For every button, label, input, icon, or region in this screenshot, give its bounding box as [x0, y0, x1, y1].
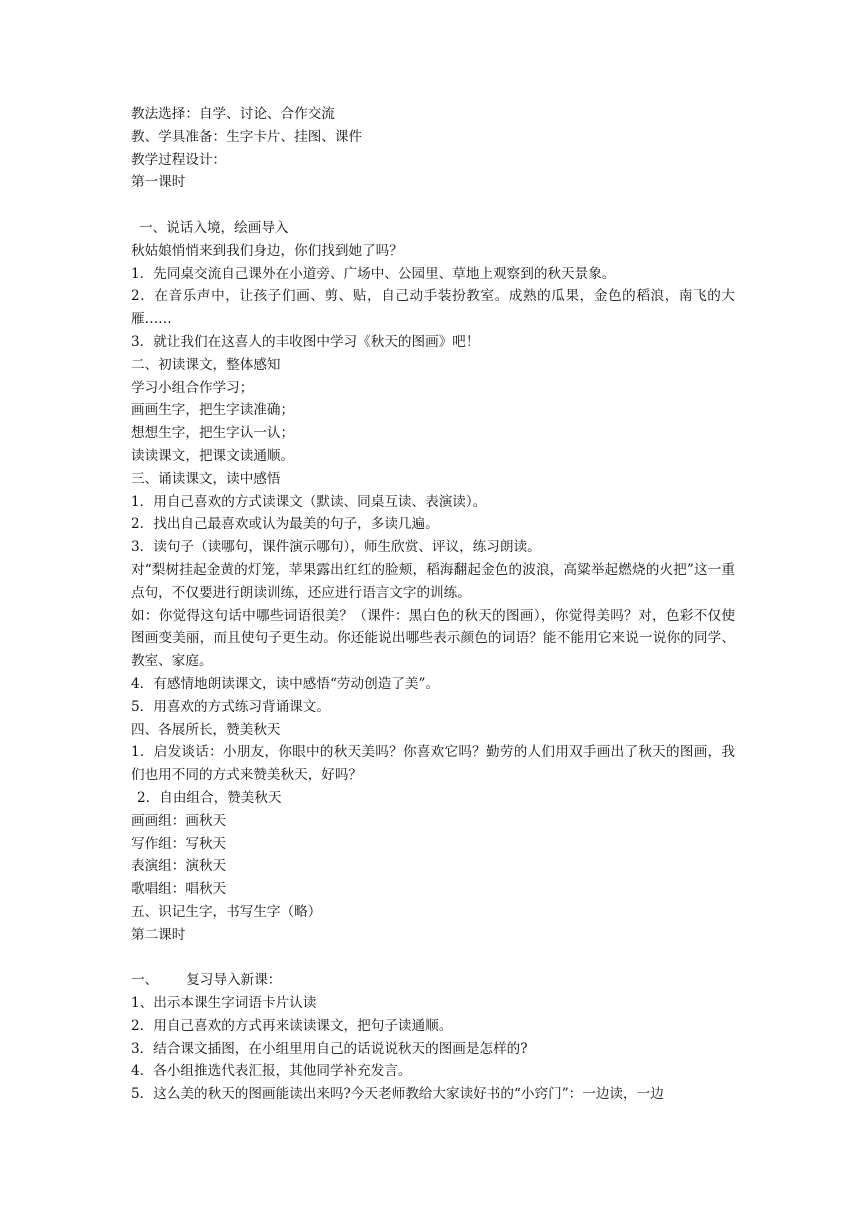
section5-heading: 五、识记生字，书写生字（略） — [131, 903, 322, 920]
section2-line4: 读读课文，把课文读通顺。 — [131, 447, 295, 464]
section3-item1: 1．用自己喜欢的方式读课文（默读、同桌互读、表演读）。 — [131, 493, 487, 510]
section2-line2: 画画生字，把生字读准确； — [131, 402, 295, 419]
section1-intro: 秋姑娘悄悄来到我们身边，你们找到她了吗？ — [131, 242, 403, 259]
lesson1-title: 第一课时 — [131, 174, 186, 191]
lesson2-item1: 1、出示本课生字词语卡片认读 — [131, 995, 317, 1012]
section1-item1: 1．先同桌交流自己课外在小道旁、广场中、公园里、草地上观察到的秋天景象。 — [131, 265, 616, 282]
section3-paragraph2: 如：你觉得这句话中哪些词语很美？（课件：黑白色的秋天的图画），你觉得美吗？对，色彩不仅使图画变美丽，而且使句子更生动。你还能说出哪些表示颜色的词语？能不能用它来说一说你的同学、教室、家庭。 — [131, 607, 735, 670]
teaching-method: 教法选择：自学、讨论、合作交流 — [131, 106, 335, 122]
section4-item2: 2．自由组合，赞美秋天 — [137, 789, 282, 806]
section3-item5: 5．用喜欢的方式练习背诵课文。 — [131, 698, 330, 715]
section4-heading: 四、各展所长，赞美秋天 — [131, 721, 281, 738]
group-acting: 表演组：演秋天 — [131, 858, 227, 875]
lesson2-item2: 2．用自己喜欢的方式再来读读课文，把句子读通顺。 — [131, 1017, 453, 1034]
blank-line — [131, 946, 735, 969]
lesson2-title: 第二课时 — [131, 926, 186, 943]
lesson2-section1-title: 复习导入新课： — [186, 972, 282, 989]
group-drawing: 画画组：画秋天 — [131, 812, 227, 829]
section3-paragraph1: 对“梨树挂起金黄的灯笼，苹果露出红红的脸颊，稻海翻起金色的波浪，高粱举起燃烧的火把”这一重点句，不仅要进行朗读训练，还应进行语言文字的训练。 — [131, 561, 735, 601]
section3-item2: 2．找出自己最喜欢或认为最美的句子，多读几遍。 — [131, 516, 439, 533]
document-body — [131, 103, 735, 1106]
section2-line3: 想想生字，把生字认一认； — [131, 425, 295, 442]
section1-item2: 2．在音乐声中，让孩子们画、剪、贴，自己动手装扮教室。成熟的瓜果，金色的稻浪，南飞的大雁…… — [131, 288, 735, 328]
process-heading: 教学过程设计： — [131, 151, 227, 168]
section3-item3: 3．读句子（读哪句，课件演示哪句），师生欣赏、评议，练习朗读。 — [131, 539, 541, 556]
section1-heading: 一、说话入境，绘画导入 — [139, 219, 289, 236]
section3-item4: 4．有感情地朗读课文，读中感悟“劳动创造了美”。 — [131, 675, 440, 692]
blank-line — [131, 194, 735, 217]
lesson2-item5: 5．这么美的秋天的图画能读出来吗?今天老师教给大家读好书的“小窍门”：一边读，一边 — [131, 1086, 664, 1103]
section4-item1: 1．启发谈话：小朋友，你眼中的秋天美吗？你喜欢它吗？勤劳的人们用双手画出了秋天的图画，我们也用不同的方式来赞美秋天，好吗？ — [131, 744, 735, 784]
section2-line1: 学习小组合作学习； — [131, 379, 254, 396]
group-singing: 歌唱组：唱秋天 — [131, 881, 227, 898]
section3-heading: 三、诵读课文，读中感悟 — [131, 470, 281, 487]
lesson2-section1-heading — [131, 969, 735, 992]
section1-item3: 3．就让我们在这喜人的丰收图中学习《秋天的图画》吧！ — [131, 333, 480, 350]
section2-heading: 二、初读课文，整体感知 — [131, 356, 281, 373]
lesson2-item4: 4．各小组推选代表汇报，其他同学补充发言。 — [131, 1063, 412, 1080]
lesson2-item3: 3．结合课文插图，在小组里用自己的话说说秋天的图画是怎样的? — [131, 1040, 528, 1057]
group-writing: 写作组：写秋天 — [131, 835, 227, 852]
lesson2-section1-number: 一、 — [131, 972, 159, 989]
teaching-preparation: 教、学具准备：生字卡片、挂图、课件 — [131, 128, 363, 145]
